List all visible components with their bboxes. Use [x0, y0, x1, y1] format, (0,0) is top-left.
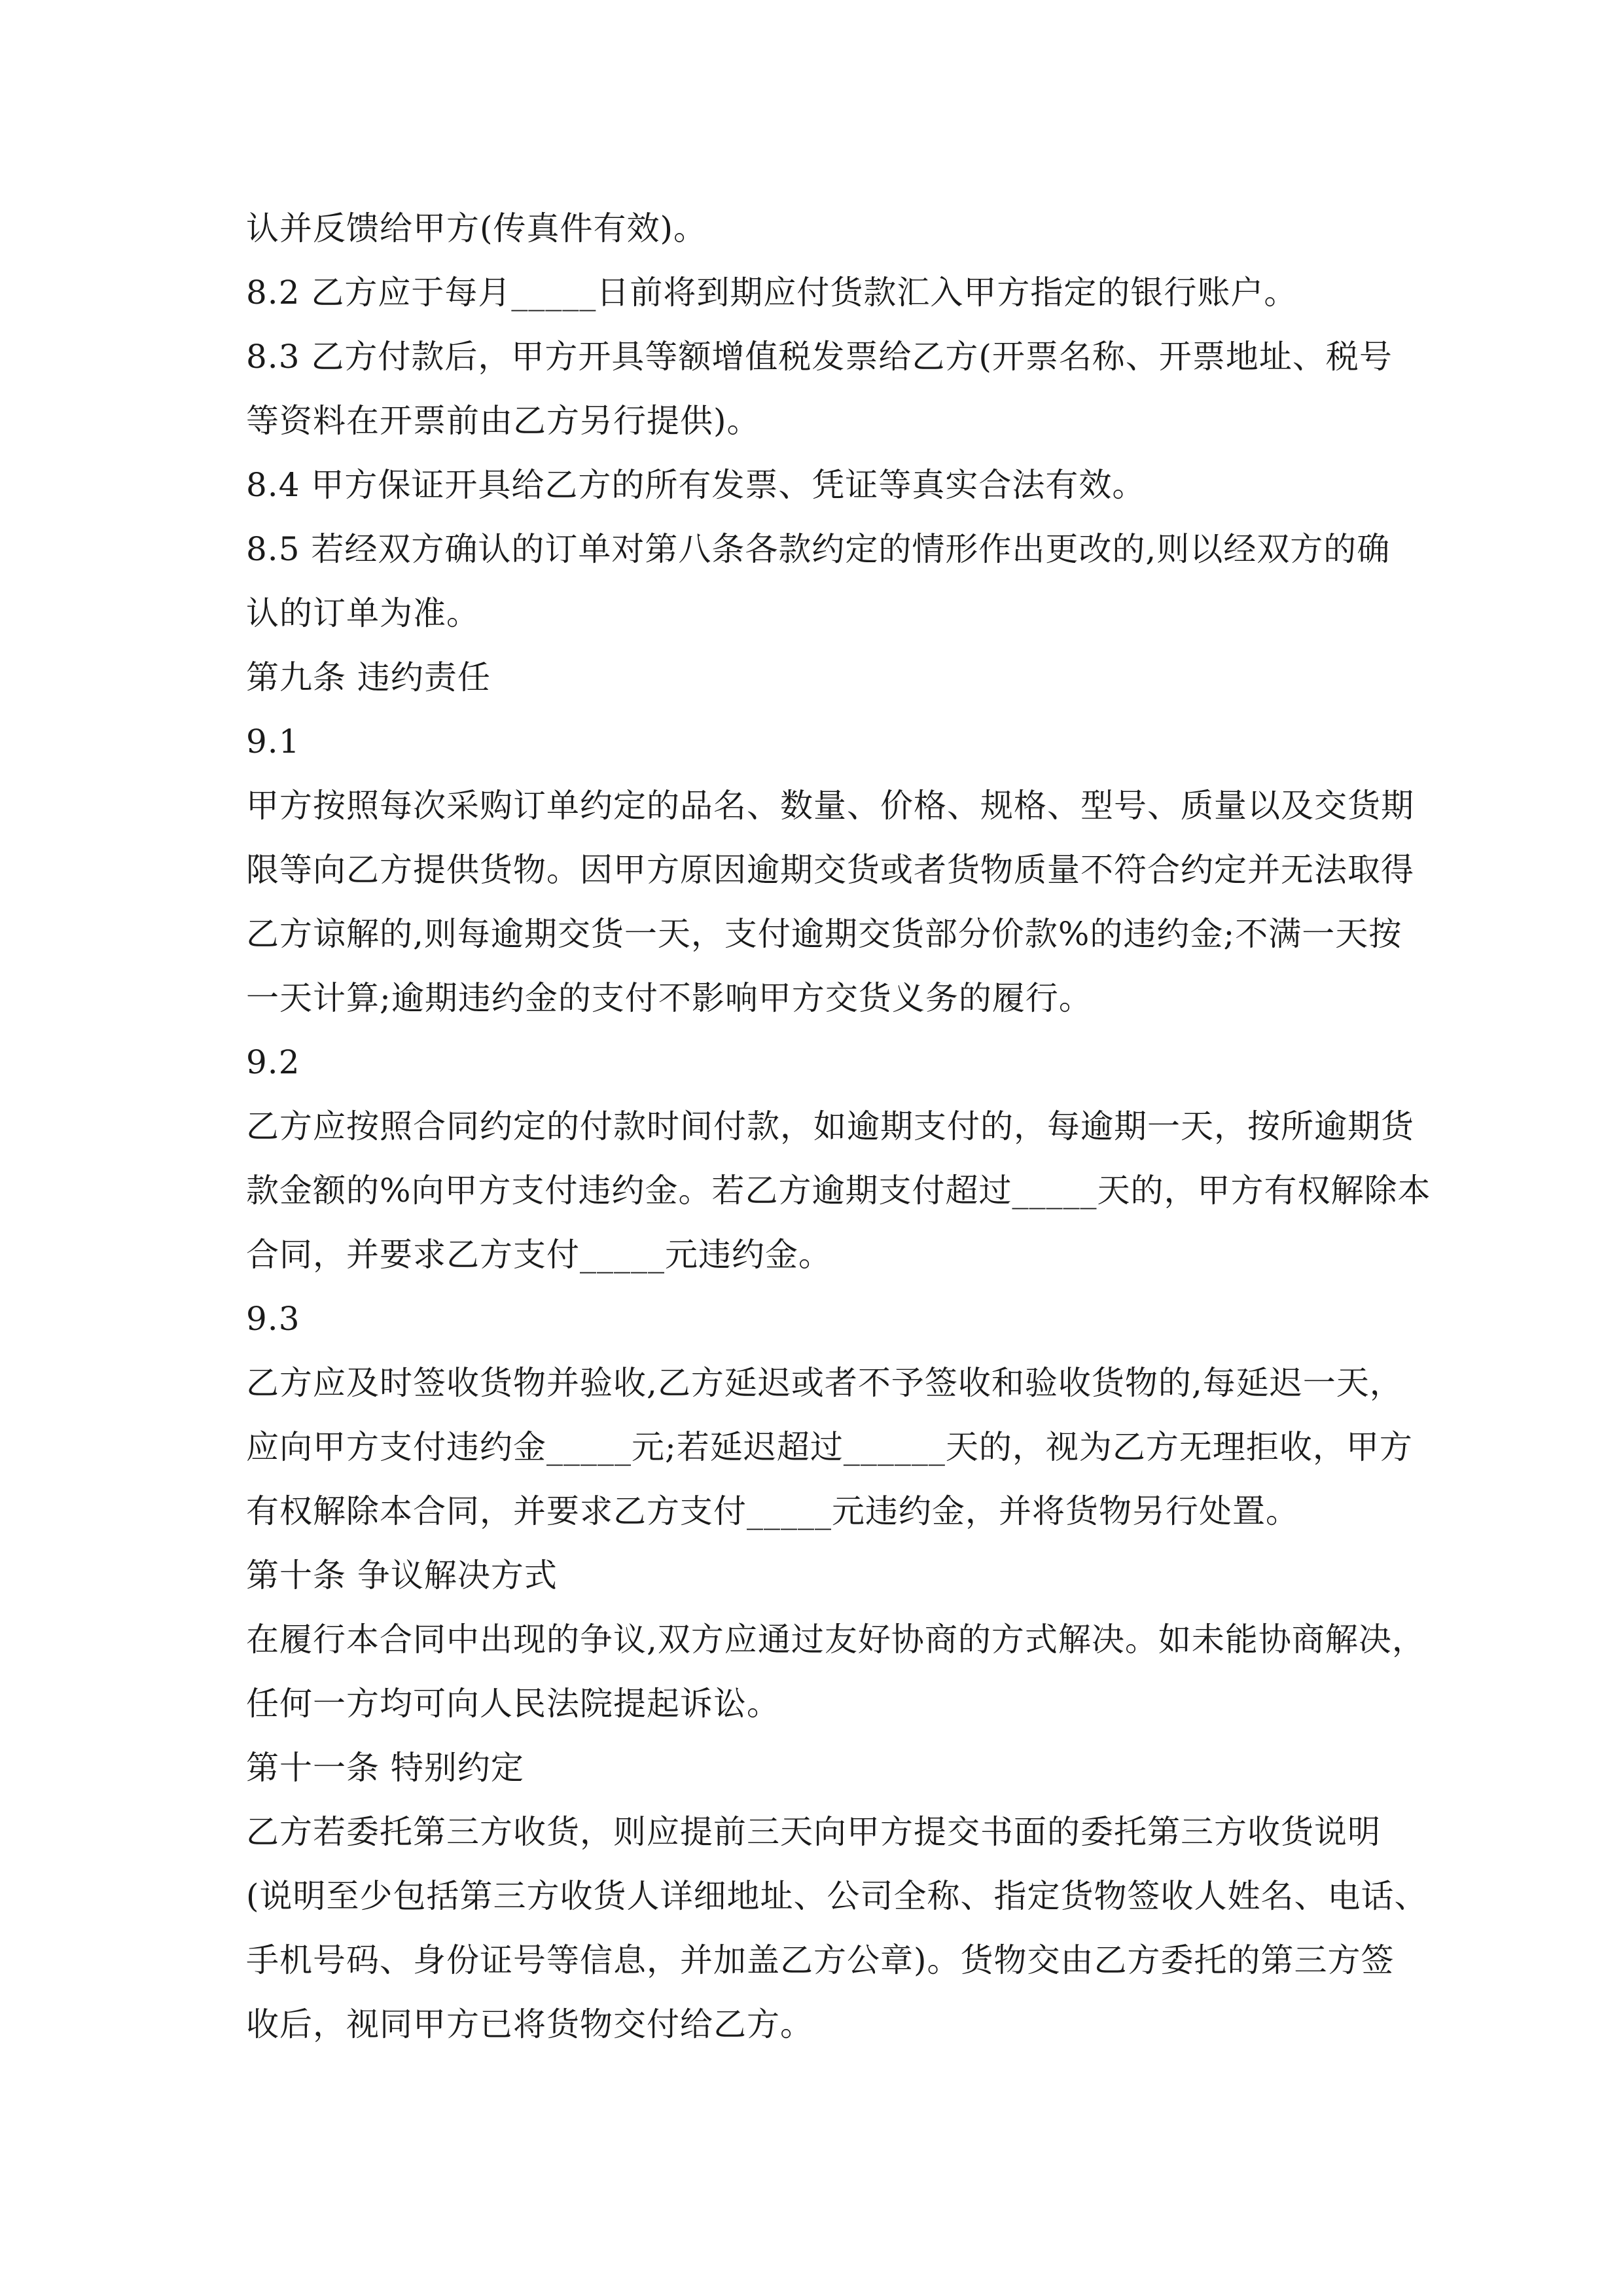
- clause-9-1-number: 9.1: [246, 723, 300, 761]
- text-line: 乙方谅解的,则每逾期交货一天，支付逾期交货部分价款%的违约金;不满一天按: [246, 915, 1402, 953]
- text-line: 任何一方均可向人民法院提起诉讼。: [246, 1685, 780, 1723]
- text-line: 认并反馈给甲方(传真件有效)。: [246, 209, 707, 247]
- contract-text: [246, 196, 1431, 2056]
- text-line: 限等向乙方提供货物。因甲方原因逾期交货或者货物质量不符合约定并无法取得: [246, 851, 1414, 889]
- text-line: 认的订单为准。: [246, 594, 480, 632]
- text-line: 手机号码、身份证号等信息，并加盖乙方公章)。货物交由乙方委托的第三方签: [246, 1941, 1395, 1979]
- text-line: 合同，并要求乙方支付_____元违约金。: [246, 1236, 832, 1274]
- text-line: 甲方按照每次采购订单约定的品名、数量、价格、规格、型号、质量以及交货期: [246, 787, 1414, 825]
- clause-8-5: 8.5 若经双方确认的订单对第八条各款约定的情形作出更改的,则以经双方的确: [246, 530, 1391, 568]
- text-line: 在履行本合同中出现的争议,双方应通过友好协商的方式解决。如未能协商解决，: [246, 1621, 1425, 1659]
- text-line: 应向甲方支付违约金_____元;若延迟超过______天的，视为乙方无理拒收，甲方: [246, 1428, 1413, 1466]
- text-line: 收后，视同甲方已将货物交付给乙方。: [246, 2005, 813, 2043]
- text-line: 乙方应按照合同约定的付款时间付款，如逾期支付的，每逾期一天，按所逾期货: [246, 1107, 1414, 1145]
- article-9-heading: 第九条 违约责任: [246, 658, 491, 696]
- article-11-heading: 第十一条 特别约定: [246, 1749, 524, 1787]
- clause-8-3: 8.3 乙方付款后，甲方开具等额增值税发票给乙方(开票名称、开票地址、税号: [246, 338, 1393, 376]
- clause-8-4: 8.4 甲方保证开具给乙方的所有发票、凭证等真实合法有效。: [246, 466, 1146, 504]
- text-line: (说明至少包括第三方收货人详细地址、公司全称、指定货物签收人姓名、电话、: [246, 1877, 1428, 1915]
- clause-9-3-number: 9.3: [246, 1300, 300, 1338]
- clause-8-2: 8.2 乙方应于每月_____日前将到期应付货款汇入甲方指定的银行账户。: [246, 274, 1298, 312]
- text-line: 乙方应及时签收货物并验收,乙方延迟或者不予签收和验收货物的,每延迟一天，: [246, 1364, 1403, 1402]
- clause-9-2-number: 9.2: [246, 1043, 300, 1081]
- text-line: 款金额的%向甲方支付违约金。若乙方逾期支付超过_____天的，甲方有权解除本: [246, 1172, 1431, 1210]
- article-10-heading: 第十条 争议解决方式: [246, 1556, 558, 1594]
- text-line: 等资料在开票前由乙方另行提供)。: [246, 402, 760, 440]
- text-line: 有权解除本合同，并要求乙方支付_____元违约金，并将货物另行处置。: [246, 1492, 1299, 1530]
- text-line: 一天计算;逾期违约金的支付不影响甲方交货义务的履行。: [246, 979, 1092, 1017]
- text-line: 乙方若委托第三方收货，则应提前三天向甲方提交书面的委托第三方收货说明: [246, 1813, 1381, 1851]
